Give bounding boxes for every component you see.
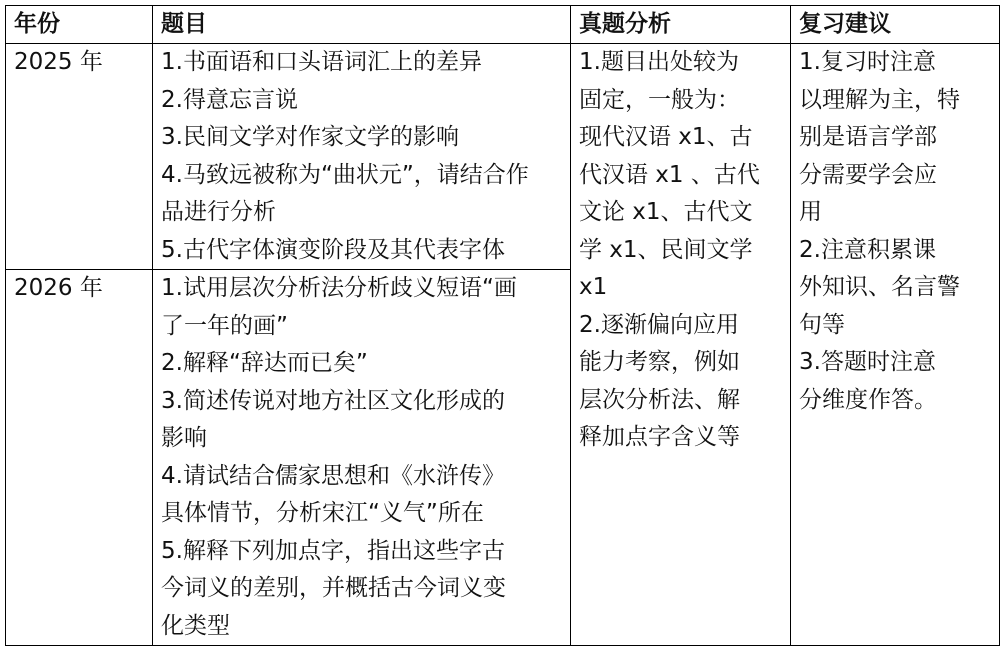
- topic-line: 2.解释“辞达而已矣”: [161, 350, 368, 376]
- advice-line: 1.复习时注意: [799, 49, 936, 75]
- analysis-line: 能力考察，例如: [579, 349, 740, 375]
- analysis-line: 学 x1、民间文学: [579, 236, 753, 263]
- advice-line: 外知识、名言警: [799, 274, 960, 300]
- exam-summary-table: [5, 5, 1000, 646]
- advice-cell: [791, 44, 1000, 646]
- analysis-line: 文论 x1、古代文: [579, 199, 753, 225]
- topic-line: 3.民间文学对作家文学的影响: [161, 124, 459, 150]
- topic-cell: [153, 44, 571, 270]
- analysis-line: 固定，一般为：: [579, 86, 740, 113]
- advice-line: 分需要学会应: [799, 161, 937, 188]
- advice-line: 句等: [799, 311, 845, 338]
- analysis-line: 现代汉语 x1、古: [579, 124, 753, 150]
- topic-line: 品进行分析: [161, 199, 276, 225]
- header-year: 年份: [6, 6, 153, 44]
- header-advice: 复习建议: [791, 6, 1000, 44]
- advice-line: 2.注意积累课: [799, 236, 936, 263]
- advice-line: 别是语言学部: [799, 124, 937, 150]
- analysis-line: 1.题目出处较为: [579, 49, 739, 75]
- topic-line: 4.请试结合儒家思想和《水浒传》: [161, 462, 505, 489]
- header-row: [6, 6, 1000, 44]
- advice-line: 用: [799, 199, 822, 225]
- topic-line: 今词义的差别，并概括古今词义变: [161, 575, 506, 601]
- topic-line: 5.古代字体演变阶段及其代表字体: [161, 236, 505, 263]
- year-cell: 2025 年: [6, 44, 153, 270]
- topic-cell: [153, 270, 571, 646]
- analysis-line: x1: [579, 274, 608, 300]
- topic-line: 了一年的画”: [161, 312, 288, 339]
- topic-line: 3.简述传说对地方社区文化形成的: [161, 387, 505, 414]
- topic-line: 2.得意忘言说: [161, 86, 298, 113]
- topic-line: 4.马致远被称为“曲状元”，请结合作: [161, 161, 529, 188]
- analysis-line: 层次分析法、解: [579, 386, 740, 413]
- analysis-line: 2.逐渐偏向应用: [579, 311, 739, 338]
- analysis-cell: [571, 44, 791, 646]
- year-cell: 2026 年: [6, 270, 153, 646]
- topic-line: 5.解释下列加点字，指出这些字古: [161, 537, 505, 564]
- analysis-line: 释加点字含义等: [579, 424, 740, 450]
- advice-line: 3.答题时注意: [799, 349, 936, 375]
- analysis-line: 代汉语 x1 、古代: [579, 161, 760, 188]
- topic-line: 具体情节，分析宋江“义气”所在: [161, 500, 484, 526]
- topic-line: 1.试用层次分析法分析歧义短语“画: [161, 275, 517, 301]
- topic-line: 影响: [161, 425, 207, 451]
- advice-line: 分维度作答。: [799, 386, 937, 413]
- topic-line: 化类型: [161, 612, 230, 639]
- header-topic: 题目: [153, 6, 571, 44]
- header-analysis: 真题分析: [571, 6, 791, 44]
- table-row: [6, 44, 1000, 270]
- topic-line: 1.书面语和口头语词汇上的差异: [161, 49, 482, 75]
- advice-line: 以理解为主，特: [799, 86, 960, 113]
